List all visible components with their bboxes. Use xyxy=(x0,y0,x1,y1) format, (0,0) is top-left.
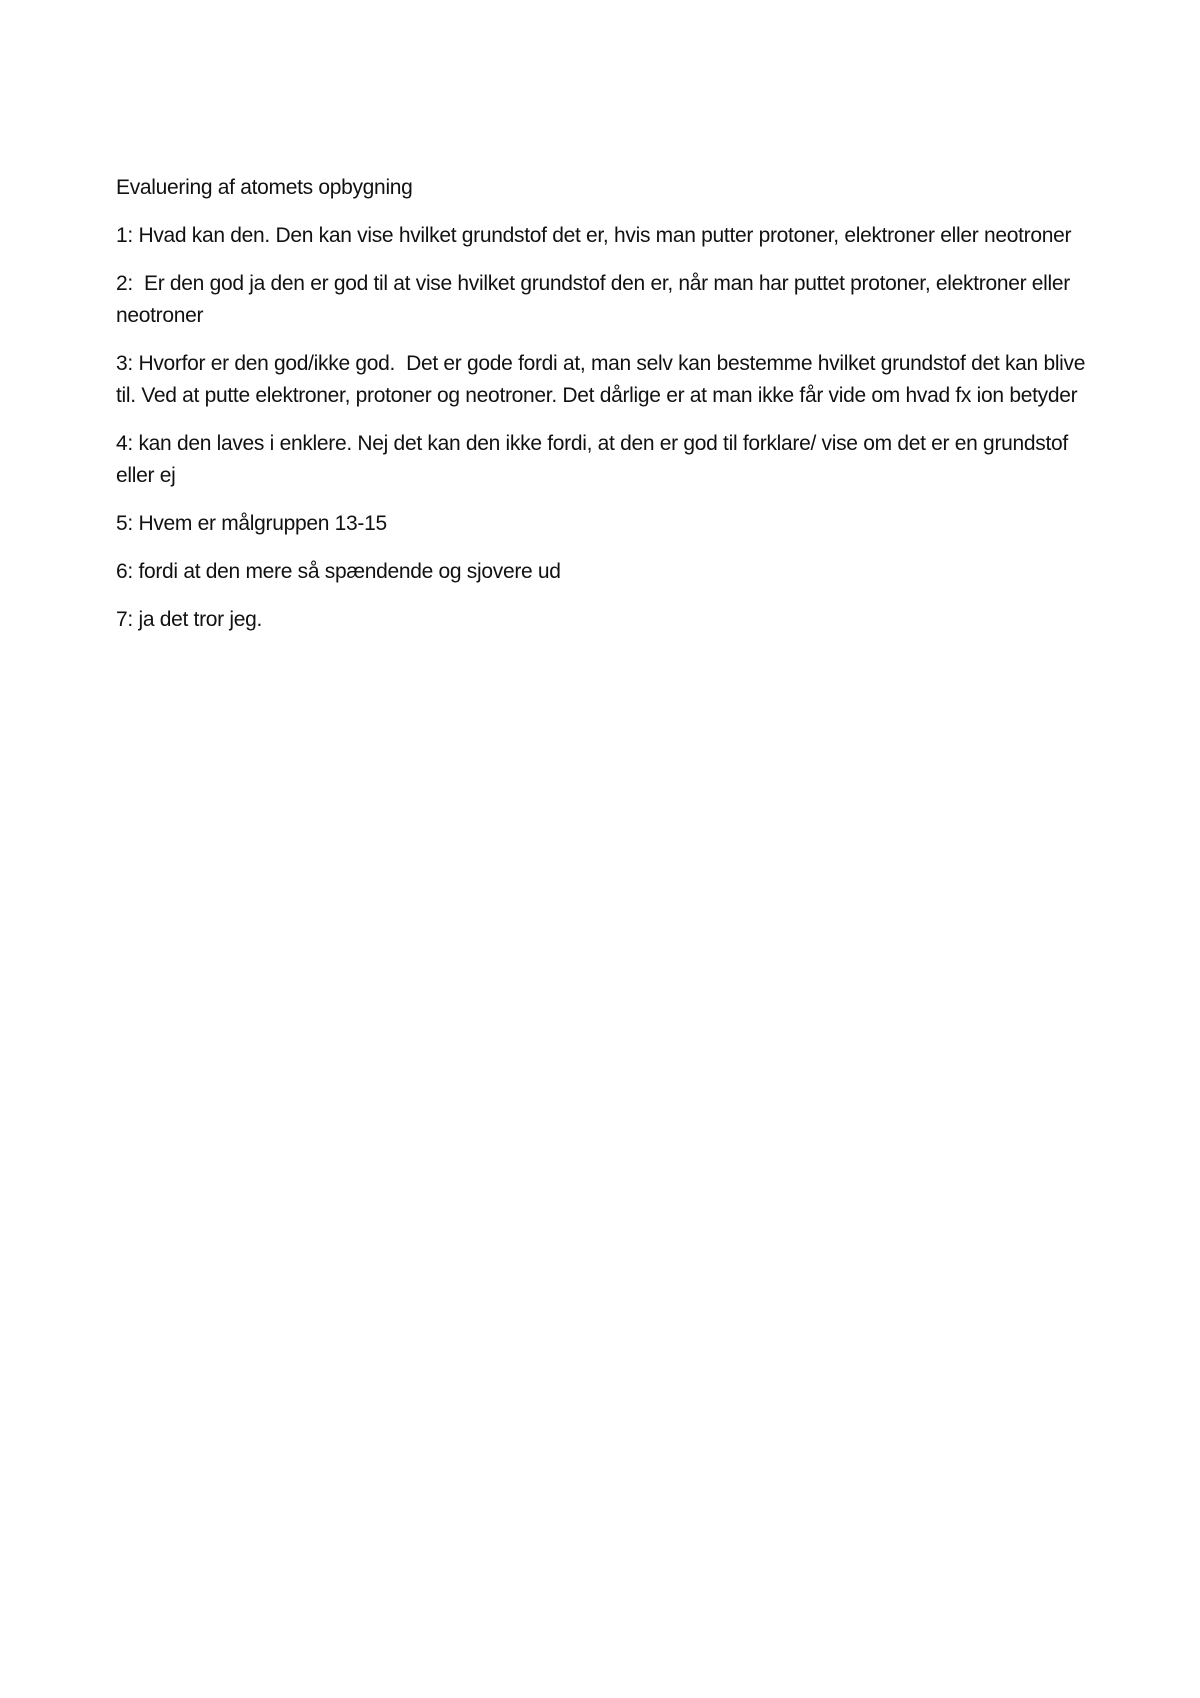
document-body xyxy=(116,172,1100,652)
answer-7: 7: ja det tror jeg. xyxy=(116,608,263,631)
answer-1: 1: Hvad kan den. Den kan vise hvilket grundstof det er, hvis man putter protoner, elektroner eller neotroner xyxy=(116,224,1072,247)
answer-3: 3: Hvorfor er den god/ikke god. Det er gode fordi at, man selv kan bestemme hvilket grundstof det kan blive til. Ved at putte elektroner, protoner og neotroner. Det dårlige er at man ikke får vide om hvad fx ion betyder xyxy=(116,352,1091,407)
answer-2: 2: Er den god ja den er god til at vise hvilket grundstof den er, når man har puttet protoner, elektroner eller neotroner xyxy=(116,272,1076,327)
answer-4: 4: kan den laves i enklere. Nej det kan den ikke fordi, at den er god til forklare/ vise om det er en grundstof eller ej xyxy=(116,432,1074,487)
answer-6: 6: fordi at den mere så spændende og sjovere ud xyxy=(116,560,561,583)
document-title: Evaluering af atomets opbygning xyxy=(116,176,413,199)
answer-5: 5: Hvem er målgruppen 13-15 xyxy=(116,512,387,535)
